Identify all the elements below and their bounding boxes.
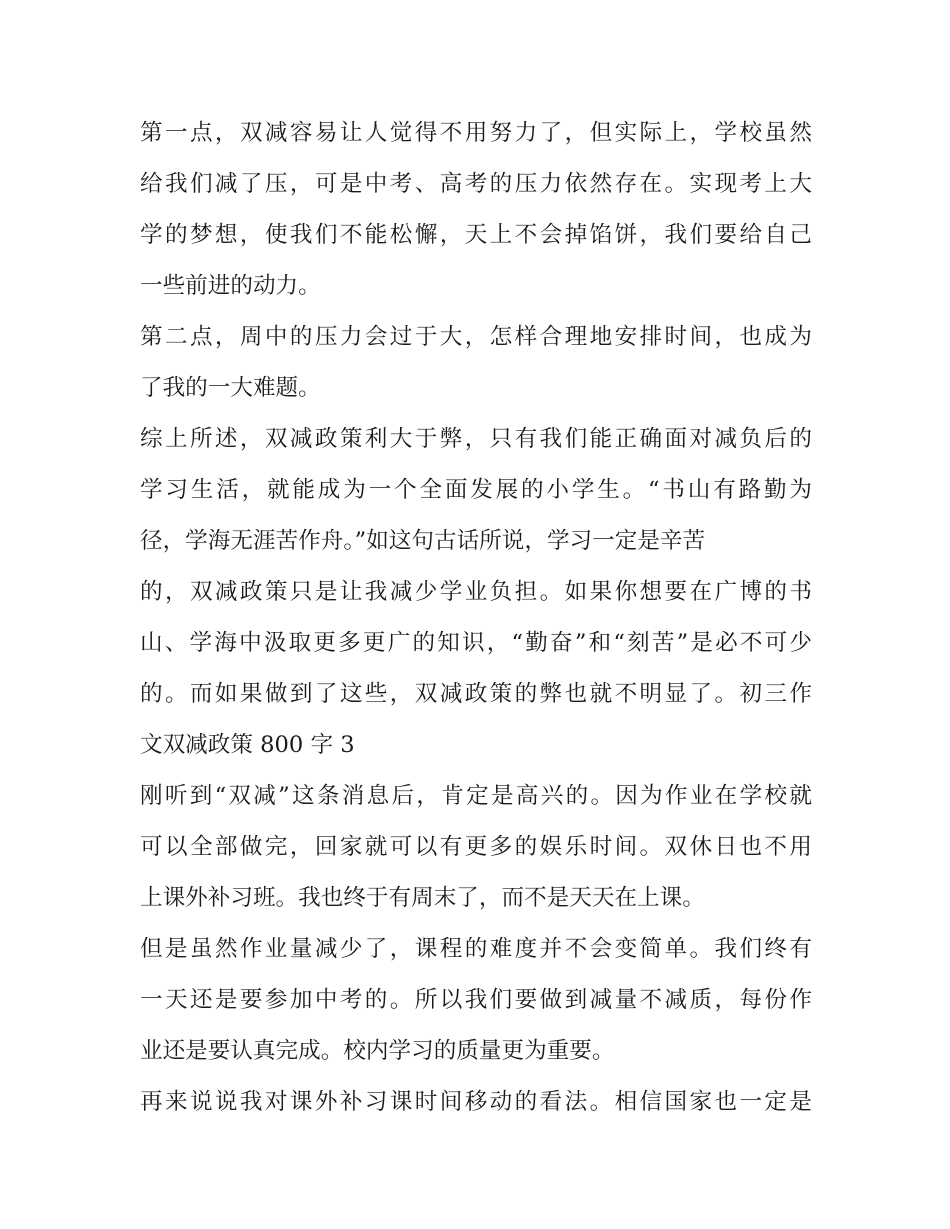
text-line: 径，学海无涯苦作舟。”如这句古话所说，学习一定是辛苦 [140, 528, 706, 554]
text-line: 上课外补习班。我也终于有周末了，而不是天天在上课。 [140, 885, 705, 911]
text-line: 一天还是要参加中考的。所以我们要做到减量不减质，每份作 [140, 987, 812, 1013]
text-line: 山、学海中汲取更多更广的知识，“勤奋”和“刻苦”是必不可少 [140, 630, 812, 656]
text-line: 学习生活，就能成为一个全面发展的小学生。“书山有路勤为 [140, 477, 812, 503]
text-line: 业还是要认真完成。校内学习的质量更为重要。 [140, 1038, 615, 1064]
text-line: 一些前进的动力。 [140, 273, 321, 299]
text-line: 第二点，周中的压力会过于大，怎样合理地安排时间，也成为 [140, 324, 812, 350]
text-line: 文双减政策 800 字 3 [140, 732, 355, 758]
text-line: 的，双减政策只是让我减少学业负担。如果你想要在广博的书 [140, 579, 812, 605]
text-line: 再来说说我对课外补习课时间移动的看法。相信国家也一定是 [140, 1089, 812, 1115]
text-line: 学的梦想，使我们不能松懈，天上不会掉馅饼，我们要给自己 [140, 222, 812, 248]
document-body [140, 108, 812, 1128]
text-line: 给我们减了压，可是中考、高考的压力依然存在。实现考上大 [140, 171, 812, 197]
text-line: 刚听到“双减”这条消息后，肯定是高兴的。因为作业在学校就 [140, 783, 812, 809]
text-line: 的。而如果做到了这些，双减政策的弊也就不明显了。初三作 [140, 681, 812, 707]
text-line: 综上所述，双减政策利大于弊，只有我们能正确面对减负后的 [140, 426, 812, 452]
text-line: 但是虽然作业量减少了，课程的难度并不会变简单。我们终有 [140, 936, 812, 962]
text-line: 可以全部做完，回家就可以有更多的娱乐时间。双休日也不用 [140, 834, 812, 860]
text-line: 了我的一大难题。 [140, 375, 321, 401]
text-line: 第一点，双减容易让人觉得不用努力了，但实际上，学校虽然 [140, 120, 812, 146]
